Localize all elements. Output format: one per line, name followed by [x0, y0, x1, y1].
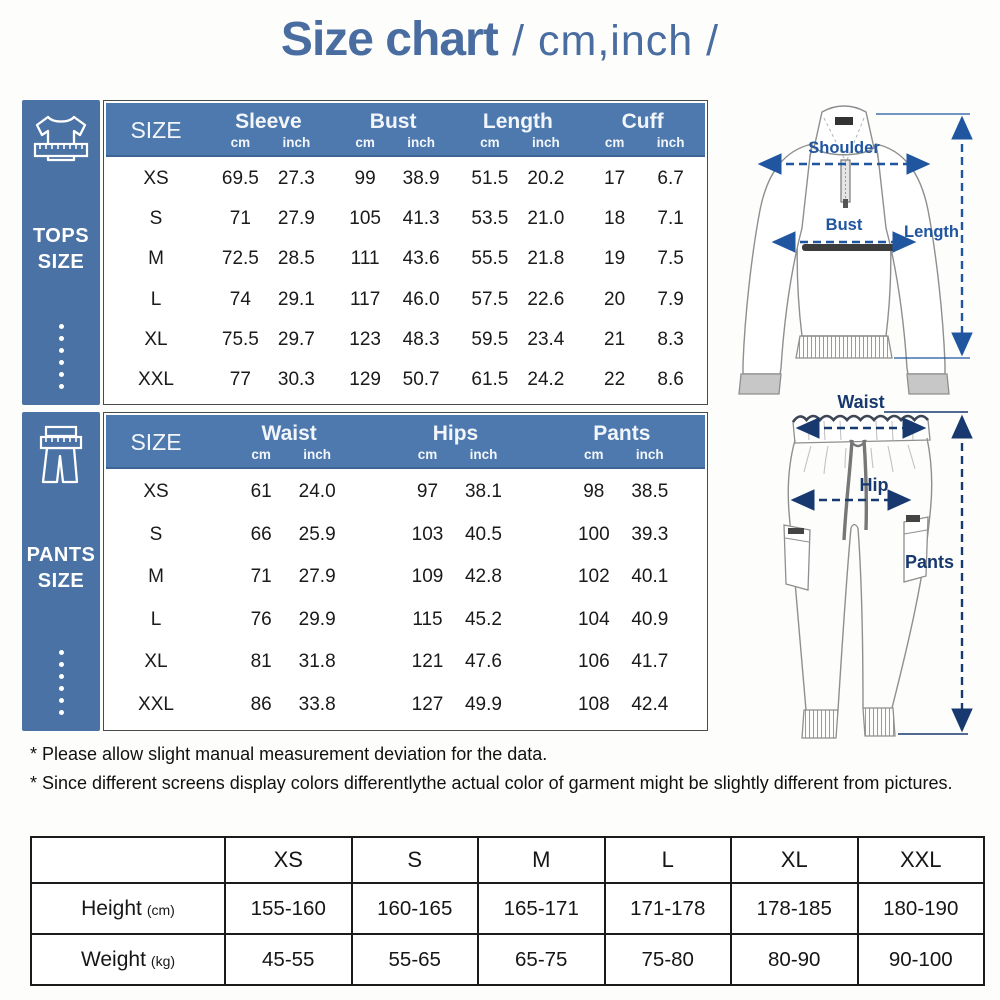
measurement-pair [399, 566, 511, 588]
cm-value: 86 [250, 693, 272, 715]
dot [59, 372, 64, 377]
metric-label: Height [81, 896, 142, 920]
tops-label-line1: TOPS [32, 225, 90, 247]
inch-value: 25.9 [298, 523, 336, 545]
measurement-pair [462, 289, 574, 311]
range-value-cell: 45-55 [225, 934, 352, 985]
inch-value: 7.9 [657, 288, 684, 310]
cm-value: 17 [604, 168, 626, 190]
chest-pocket [802, 244, 898, 251]
pants-label: Pants [904, 552, 954, 572]
size-cell: XL [144, 651, 168, 673]
unit-label: inch [282, 135, 311, 150]
measurement-pair [399, 481, 511, 503]
column-group-label: Waist [261, 422, 317, 445]
measurement-pair [566, 651, 678, 673]
pants-table-body [106, 469, 705, 728]
unit-labels [212, 135, 324, 150]
cm-value: 102 [577, 566, 610, 588]
inch-value: 8.3 [657, 328, 684, 350]
pants-sidebar [22, 412, 100, 731]
range-value-cell: 80-90 [731, 934, 858, 985]
dot [59, 384, 64, 389]
measurement-pair [587, 369, 699, 391]
size-header-cell: L [605, 837, 732, 883]
jacket-hem-band [796, 336, 892, 358]
measurement-pair [212, 168, 324, 190]
metric-label-cell [31, 934, 225, 985]
cm-value: 100 [577, 523, 610, 545]
measurement-pair [233, 651, 345, 673]
pants-measurement-diagram [716, 390, 998, 744]
dot [59, 336, 64, 341]
cm-value: 20 [604, 288, 626, 310]
inch-value: 41.7 [631, 651, 669, 673]
cm-value: 74 [229, 288, 251, 310]
cm-value: 109 [411, 566, 444, 588]
column-group-label: Sleeve [235, 110, 302, 133]
measurement-pair [399, 651, 511, 673]
size-header-cell: XL [731, 837, 858, 883]
unit-labels [462, 135, 574, 150]
dot [59, 662, 64, 667]
title-unit-suffix: / cm,inch / [512, 17, 720, 65]
measurement-pair [337, 369, 449, 391]
dot [59, 686, 64, 691]
table-row [106, 651, 705, 673]
size-column-header: SIZE [130, 116, 182, 143]
tops-table-header [106, 103, 705, 157]
cm-value: 117 [349, 288, 381, 310]
measurement-pair [212, 248, 324, 270]
cm-value: 55.5 [471, 248, 509, 270]
measurement-pair [337, 208, 449, 230]
measurement-pair [587, 168, 699, 190]
inch-value: 28.5 [277, 248, 315, 270]
dots-decoration [59, 324, 64, 389]
unit-label: inch [303, 447, 332, 462]
measurement-pair [587, 248, 699, 270]
waist-label: Waist [837, 392, 885, 412]
metric-unit: (cm) [146, 901, 175, 918]
dot [59, 710, 64, 715]
measurement-pair [462, 248, 574, 270]
size-column-header: SIZE [130, 428, 182, 455]
inch-value: 27.3 [277, 168, 315, 190]
left-ankle-cuff [802, 710, 838, 738]
bust-label: Bust [825, 216, 863, 234]
note-line: * Since different screens display colors differentlythe actual color of garment might be slightly different from pictures. [30, 773, 953, 794]
dot [59, 360, 64, 365]
unit-label: cm [230, 135, 251, 150]
right-cargo-pocket [904, 517, 928, 582]
dot [59, 324, 64, 329]
inch-value: 40.9 [631, 608, 669, 630]
range-value-cell: 180-190 [858, 883, 985, 934]
inch-value: 29.7 [277, 328, 315, 350]
note-line: * Please allow slight manual measurement deviation for the data. [30, 744, 548, 764]
size-cell: M [148, 248, 164, 270]
corner-cell [31, 837, 225, 883]
cm-value: 69.5 [221, 168, 259, 190]
measurement-pair [233, 609, 345, 631]
measurement-pair [337, 168, 449, 190]
inch-value: 27.9 [298, 566, 336, 588]
measurement-pair [233, 566, 345, 588]
table-row [106, 248, 705, 270]
table-row [106, 694, 705, 716]
cm-value: 97 [416, 481, 439, 503]
column-group-label: Cuff [621, 110, 664, 133]
size-cell: XS [143, 481, 169, 503]
tshirt-measure-icon [33, 112, 89, 174]
length-label: Length [904, 223, 959, 241]
unit-label: inch [656, 135, 685, 150]
inch-value: 29.1 [277, 288, 315, 310]
cm-value: 115 [412, 608, 443, 630]
title-main: Size chart [280, 13, 498, 66]
inch-value: 29.9 [298, 608, 336, 630]
range-value-cell: 155-160 [225, 883, 352, 934]
measurement-pair [212, 208, 324, 230]
table-row [106, 609, 705, 631]
cm-value: 19 [604, 248, 626, 270]
inch-value: 45.2 [464, 608, 502, 630]
metric-label: Weight [80, 947, 146, 971]
measurement-pair [566, 609, 678, 631]
inch-value: 7.1 [657, 208, 684, 230]
cm-value: 53.5 [471, 208, 509, 230]
tops-label-line2: SIZE [37, 251, 85, 273]
measurement-pair [462, 168, 574, 190]
cm-value: 106 [577, 651, 610, 673]
unit-label: cm [417, 447, 438, 462]
metric-label-cell [31, 883, 225, 934]
unit-label: inch [407, 135, 435, 150]
measurement-pair [566, 524, 678, 546]
inch-value: 7.5 [657, 248, 684, 270]
inch-value: 24.2 [527, 368, 565, 390]
cm-value: 121 [411, 651, 444, 673]
range-value-cell: 178-185 [731, 883, 858, 934]
size-header-cell: XS [225, 837, 352, 883]
measurement-pair [566, 566, 678, 588]
hip-label: Hip [859, 475, 889, 495]
measurement-pair [233, 524, 345, 546]
inch-value: 22.6 [527, 288, 565, 310]
measurement-pair [337, 329, 449, 351]
size-header-cell: M [478, 837, 605, 883]
inch-value: 42.8 [464, 566, 502, 588]
inch-value: 41.3 [402, 208, 440, 230]
measurement-pair [587, 289, 699, 311]
cm-value: 21 [604, 328, 626, 350]
measurement-pair [212, 329, 324, 351]
measurement-pair [399, 609, 511, 631]
inch-value: 23.4 [527, 328, 565, 350]
inch-value: 21.0 [527, 208, 565, 230]
table-row [106, 329, 705, 351]
cm-value: 72.5 [221, 248, 259, 270]
size-cell: XXL [138, 693, 174, 715]
page-title [0, 12, 1000, 67]
pants-size-table [103, 412, 708, 731]
tops-table-body [106, 157, 705, 402]
cm-value: 61 [250, 481, 272, 503]
unit-labels [587, 135, 699, 150]
inch-value: 6.7 [657, 168, 684, 190]
dot [59, 348, 64, 353]
inch-value: 27.9 [277, 208, 315, 230]
measurement-pair [233, 694, 345, 716]
unit-labels [399, 447, 511, 462]
inch-value: 40.5 [464, 523, 502, 545]
size-header-row [31, 837, 984, 883]
dot [59, 698, 64, 703]
tops-sidebar [22, 100, 100, 405]
column-group-label: Bust [369, 110, 417, 133]
cm-value: 81 [250, 651, 272, 673]
size-cell: L [150, 608, 162, 630]
unit-label: cm [480, 135, 500, 150]
inch-value: 21.8 [527, 248, 565, 270]
cm-value: 22 [604, 368, 626, 390]
unit-label: cm [584, 447, 604, 462]
inch-value: 24.0 [298, 481, 336, 503]
measurement-pair [399, 524, 511, 546]
jacket-measurement-diagram [714, 96, 1000, 398]
measurement-pair [462, 369, 574, 391]
measurement-pair [566, 694, 678, 716]
dots-decoration [59, 650, 64, 715]
cm-value: 51.5 [471, 168, 509, 190]
inch-value: 40.1 [631, 566, 669, 588]
tops-sidebar-label [33, 223, 89, 275]
inch-value: 49.9 [464, 693, 502, 715]
unit-label: inch [635, 447, 664, 462]
inch-value: 39.3 [631, 523, 669, 545]
size-header-cell: XXL [858, 837, 985, 883]
tops-size-table [103, 100, 708, 405]
size-cell: XL [144, 328, 168, 350]
inch-value: 46.0 [402, 288, 440, 310]
cm-value: 57.5 [471, 288, 509, 310]
measurement-pair [399, 694, 511, 716]
table-row [106, 289, 705, 311]
cm-value: 108 [577, 693, 610, 715]
range-value-cell: 90-100 [858, 934, 985, 985]
tops-section [22, 100, 708, 405]
unit-labels [566, 447, 678, 462]
range-value-cell: 160-165 [352, 883, 479, 934]
cm-value: 75.5 [221, 328, 259, 350]
pants-sidebar-label [27, 542, 96, 594]
measurement-notes [30, 741, 978, 800]
unit-label: cm [355, 135, 375, 150]
inch-value: 48.3 [402, 328, 440, 350]
table-row [106, 369, 705, 391]
inch-value: 30.3 [277, 368, 315, 390]
inch-value: 31.8 [298, 651, 336, 673]
measurement-pair [212, 289, 324, 311]
cm-value: 98 [583, 481, 605, 503]
measurement-pair [462, 329, 574, 351]
table-row [106, 524, 705, 546]
inch-value: 50.7 [402, 368, 440, 390]
size-cell: XXL [138, 368, 174, 390]
inch-value: 43.6 [402, 248, 440, 270]
size-header-cell: S [352, 837, 479, 883]
size-cell: M [148, 566, 164, 588]
unit-label: cm [251, 447, 271, 462]
cm-value: 77 [229, 368, 251, 390]
cm-value: 66 [250, 523, 272, 545]
measurement-pair [212, 369, 324, 391]
cm-value: 104 [577, 608, 610, 630]
collar-label-tag [835, 117, 853, 125]
unit-label: inch [469, 447, 498, 462]
cm-value: 71 [229, 208, 251, 230]
dot [59, 674, 64, 679]
size-cell: XS [143, 168, 169, 190]
measurement-pair [587, 329, 699, 351]
cm-value: 111 [350, 248, 380, 270]
dot [59, 650, 64, 655]
pants-label-line2: SIZE [37, 570, 85, 592]
table-row [106, 168, 705, 190]
pants-measure-icon [33, 424, 89, 486]
size-cell: S [149, 523, 163, 545]
cm-value: 105 [349, 208, 381, 230]
column-group-label: Length [482, 110, 553, 133]
inch-value: 47.6 [464, 651, 502, 673]
measurement-pair [337, 289, 449, 311]
cm-value: 103 [411, 523, 444, 545]
range-value-cell: 171-178 [605, 883, 732, 934]
range-value-cell: 55-65 [352, 934, 479, 985]
cm-value: 129 [349, 368, 381, 390]
inch-value: 42.4 [631, 693, 669, 715]
measurement-pair [587, 208, 699, 230]
pants-table-header [106, 415, 705, 469]
cm-value: 76 [250, 608, 272, 630]
table-row [106, 481, 705, 503]
unit-labels [233, 447, 345, 462]
inch-value: 8.6 [657, 368, 684, 390]
pants-label-line1: PANTS [26, 544, 96, 566]
cm-value: 99 [354, 168, 376, 190]
table-row [106, 208, 705, 230]
cm-value: 61.5 [471, 368, 509, 390]
range-value-cell: 65-75 [478, 934, 605, 985]
inch-value: 38.1 [464, 481, 502, 503]
measurement-pair [566, 481, 678, 503]
unit-label: inch [531, 135, 560, 150]
body-metric-row [31, 934, 984, 985]
pants-section [22, 412, 708, 731]
range-value-cell: 75-80 [605, 934, 732, 985]
inch-value: 38.5 [631, 481, 669, 503]
column-group-label: Pants [593, 422, 651, 445]
shoulder-label: Shoulder [808, 139, 880, 157]
right-ankle-cuff [863, 708, 895, 736]
inch-value: 33.8 [298, 693, 336, 715]
cm-value: 59.5 [471, 328, 509, 350]
measurement-pair [462, 208, 574, 230]
measurement-pair [337, 248, 449, 270]
left-cargo-pocket [784, 525, 810, 590]
inch-value: 20.2 [527, 168, 565, 190]
measurement-pair [233, 481, 345, 503]
range-value-cell: 165-171 [478, 883, 605, 934]
cm-value: 123 [349, 328, 381, 350]
cm-value: 18 [604, 208, 626, 230]
height-weight-table [30, 836, 985, 986]
body-metric-row [31, 883, 984, 934]
metric-unit: (kg) [150, 952, 176, 969]
size-cell: S [149, 208, 163, 230]
unit-labels [337, 135, 449, 150]
cm-value: 127 [411, 693, 444, 715]
cm-value: 71 [250, 566, 272, 588]
column-group-label: Hips [432, 422, 479, 445]
inch-value: 38.9 [402, 168, 440, 190]
table-row [106, 566, 705, 588]
size-cell: L [150, 288, 162, 310]
unit-label: cm [604, 135, 625, 150]
